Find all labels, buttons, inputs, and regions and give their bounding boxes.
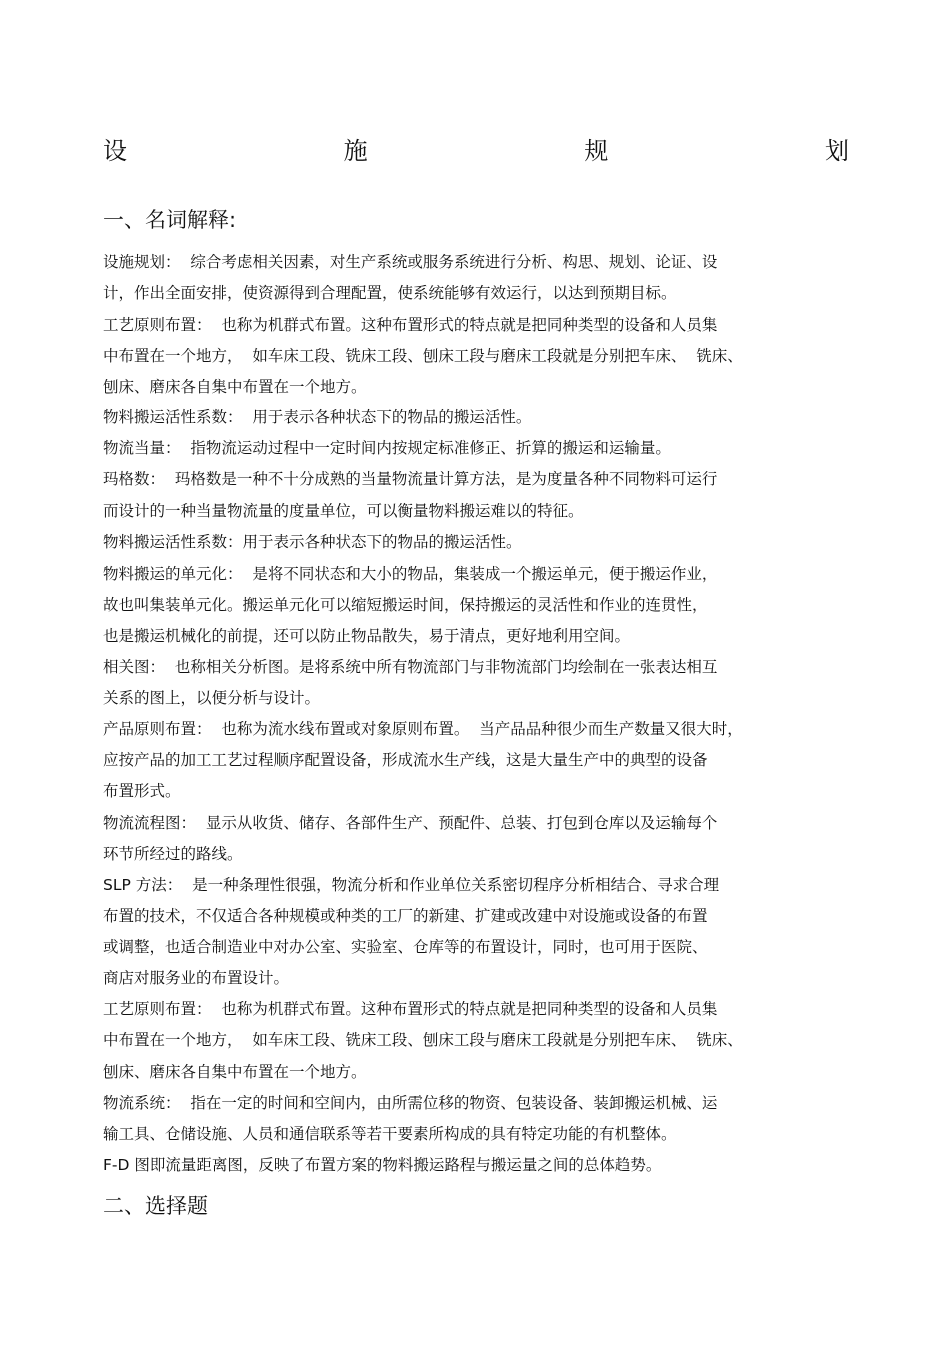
- text-line: 工艺原则布置： 也称为机群式布置。这种布置形式的特点就是把同种类型的设备和人员集: [103, 1000, 718, 1018]
- text-line: F-D 图即流量距离图，反映了布置方案的物料搬运路程与搬运量之间的总体趋势。: [103, 1156, 662, 1174]
- text-line: 物流流程图： 显示从收货、储存、各部件生产、预配件、总装、打包到仓库以及运输每个: [103, 814, 718, 832]
- text-line: 物料搬运活性系数：用于表示各种状态下的物品的搬运活性。: [103, 533, 522, 551]
- title-char: 施: [343, 137, 368, 165]
- text-line: 也是搬运机械化的前提，还可以防止物品散失，易于清点，更好地利用空间。: [103, 627, 631, 645]
- text-line: 输工具、仓储设施、人员和通信联系等若干要素所构成的具有特定功能的有机整体。: [103, 1125, 677, 1143]
- text-line: 布置形式。: [103, 782, 181, 800]
- text-line: 中布置在一个地方， 如车床工段、铣床工段、刨床工段与磨床工段就是分别把车床、 铣床、: [103, 1031, 743, 1049]
- text-line: 物流当量： 指物流运动过程中一定时间内按规定标准修正、折算的搬运和运输量。: [103, 439, 671, 457]
- title-char: 划: [824, 137, 849, 165]
- text-line: 中布置在一个地方， 如车床工段、铣床工段、刨床工段与磨床工段就是分别把车床、 铣床、: [103, 347, 743, 365]
- document-title: [103, 134, 849, 168]
- section-heading-definitions: 一、名词解释:: [103, 208, 237, 232]
- text-line: 环节所经过的路线。: [103, 845, 243, 863]
- text-line: 玛格数： 玛格数是一种不十分成熟的当量物流量计算方法，是为度量各种不同物料可运行: [103, 470, 718, 488]
- text-line: SLP 方法： 是一种条理性很强，物流分析和作业单位关系密切程序分析相结合、寻求合理: [103, 876, 720, 894]
- text-line: 物料搬运活性系数： 用于表示各种状态下的物品的搬运活性。: [103, 408, 532, 426]
- text-line: 布置的技术，不仅适合各种规模或种类的工厂的新建、扩建或改建中对设施或设备的布置: [103, 907, 708, 925]
- text-line: 关系的图上，以便分析与设计。: [103, 689, 321, 707]
- title-char: 规: [584, 137, 609, 165]
- title-char: 设: [103, 137, 127, 165]
- text-line: 刨床、磨床各自集中布置在一个地方。: [103, 1063, 367, 1081]
- text-line: 故也叫集装单元化。搬运单元化可以缩短搬运时间，保持搬运的灵活性和作业的连贯性，: [103, 596, 708, 614]
- text-line: 产品原则布置： 也称为流水线布置或对象原则布置。 当产品品种很少而生产数量又很大时，: [103, 720, 743, 738]
- text-line: 或调整，也适合制造业中对办公室、实验室、仓库等的布置设计，同时，也可用于医院、: [103, 938, 708, 956]
- section-heading-multiple-choice: 二、选择题: [103, 1194, 208, 1218]
- text-line: 刨床、磨床各自集中布置在一个地方。: [103, 378, 367, 396]
- text-line: 商店对服务业的布置设计。: [103, 969, 290, 987]
- text-line: 物料搬运的单元化： 是将不同状态和大小的物品，集装成一个搬运单元，便于搬运作业，: [103, 565, 718, 583]
- text-line: 设施规划： 综合考虑相关因素，对生产系统或服务系统进行分析、构思、规划、论证、设: [103, 253, 718, 271]
- text-line: 应按产品的加工工艺过程顺序配置设备，形成流水生产线，这是大量生产中的典型的设备: [103, 751, 708, 769]
- text-line: 相关图： 也称相关分析图。是将系统中所有物流部门与非物流部门均绘制在一张表达相互: [103, 658, 718, 676]
- text-line: 物流系统： 指在一定的时间和空间内，由所需位移的物资、包装设备、装卸搬运机械、运: [103, 1094, 718, 1112]
- text-line: 计，作出全面安排，使资源得到合理配置，使系统能够有效运行，以达到预期目标。: [103, 284, 677, 302]
- text-line: 工艺原则布置： 也称为机群式布置。这种布置形式的特点就是把同种类型的设备和人员集: [103, 316, 718, 334]
- text-line: 而设计的一种当量物流量的度量单位，可以衡量物料搬运难以的特征。: [103, 502, 584, 520]
